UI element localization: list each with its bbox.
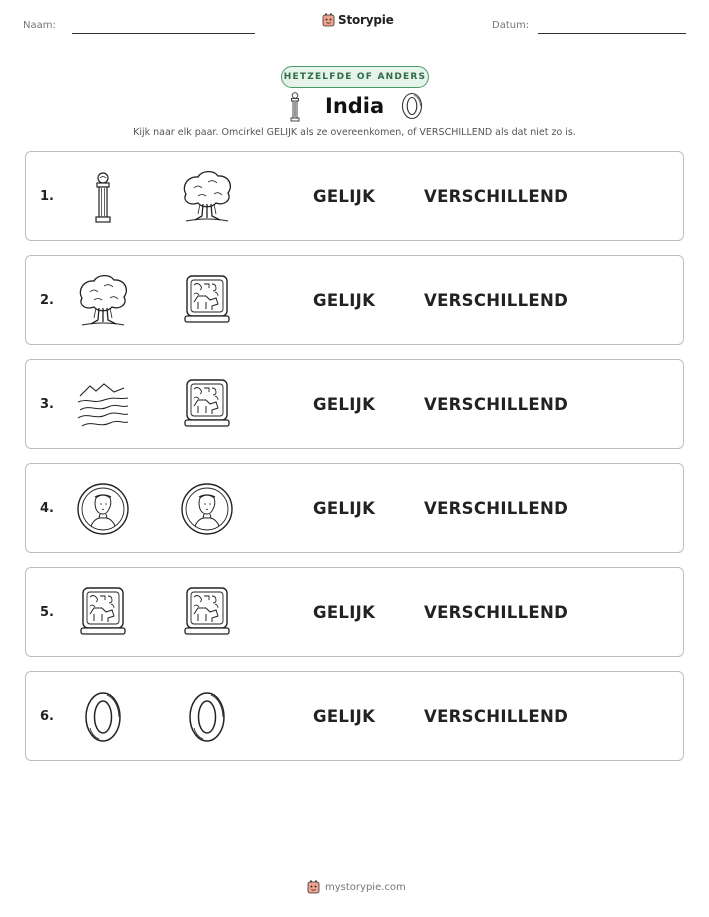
option-different[interactable]: VERSCHILLEND <box>424 291 569 310</box>
zero-icon <box>401 92 423 120</box>
option-different[interactable]: VERSCHILLEND <box>424 395 569 414</box>
name-line[interactable] <box>72 33 255 34</box>
option-same[interactable]: GELIJK <box>313 603 376 622</box>
option-different[interactable]: VERSCHILLEND <box>424 707 569 726</box>
zero-icon <box>74 688 132 746</box>
seal-icon <box>178 272 236 330</box>
question-number: 6. <box>40 709 54 724</box>
river-icon <box>74 376 132 434</box>
page-title: India <box>325 94 385 118</box>
worksheet-badge: HETZELFDE OF ANDERS <box>281 66 429 88</box>
question-number: 3. <box>40 397 54 412</box>
option-same[interactable]: GELIJK <box>313 291 376 310</box>
question-row-2 <box>25 255 684 345</box>
coin-icon <box>74 480 132 538</box>
footer-url[interactable]: mystorypie.com <box>325 881 406 893</box>
option-same[interactable]: GELIJK <box>313 707 376 726</box>
question-number: 4. <box>40 501 54 516</box>
storypie-mascot-icon <box>322 13 335 27</box>
question-row-6 <box>25 671 684 761</box>
banyan-tree-icon <box>178 168 236 226</box>
pillar-icon <box>289 92 301 122</box>
instructions: Kijk naar elk paar. Omcirkel GELIJK als ze overeenkomen, of VERSCHILLEND als dat niet zo is. <box>133 127 576 138</box>
option-different[interactable]: VERSCHILLEND <box>424 187 569 206</box>
question-row-1 <box>25 151 684 241</box>
date-line[interactable] <box>538 33 686 34</box>
seal-icon <box>74 584 132 642</box>
question-row-5 <box>25 567 684 657</box>
storypie-mascot-icon <box>307 880 320 894</box>
zero-icon <box>178 688 236 746</box>
date-label: Datum: <box>492 20 530 31</box>
footer <box>307 880 406 894</box>
seal-icon <box>178 584 236 642</box>
question-number: 1. <box>40 189 54 204</box>
banyan-tree-icon <box>74 272 132 330</box>
seal-icon <box>178 376 236 434</box>
storypie-logo <box>322 13 394 27</box>
pillar-icon <box>74 168 132 226</box>
option-different[interactable]: VERSCHILLEND <box>424 499 569 518</box>
name-label: Naam: <box>23 20 56 31</box>
question-number: 5. <box>40 605 54 620</box>
question-row-3 <box>25 359 684 449</box>
question-number: 2. <box>40 293 54 308</box>
option-different[interactable]: VERSCHILLEND <box>424 603 569 622</box>
brand-name: Storypie <box>338 13 394 27</box>
question-row-4 <box>25 463 684 553</box>
option-same[interactable]: GELIJK <box>313 499 376 518</box>
option-same[interactable]: GELIJK <box>313 395 376 414</box>
title-row <box>0 92 709 124</box>
coin-icon <box>178 480 236 538</box>
option-same[interactable]: GELIJK <box>313 187 376 206</box>
